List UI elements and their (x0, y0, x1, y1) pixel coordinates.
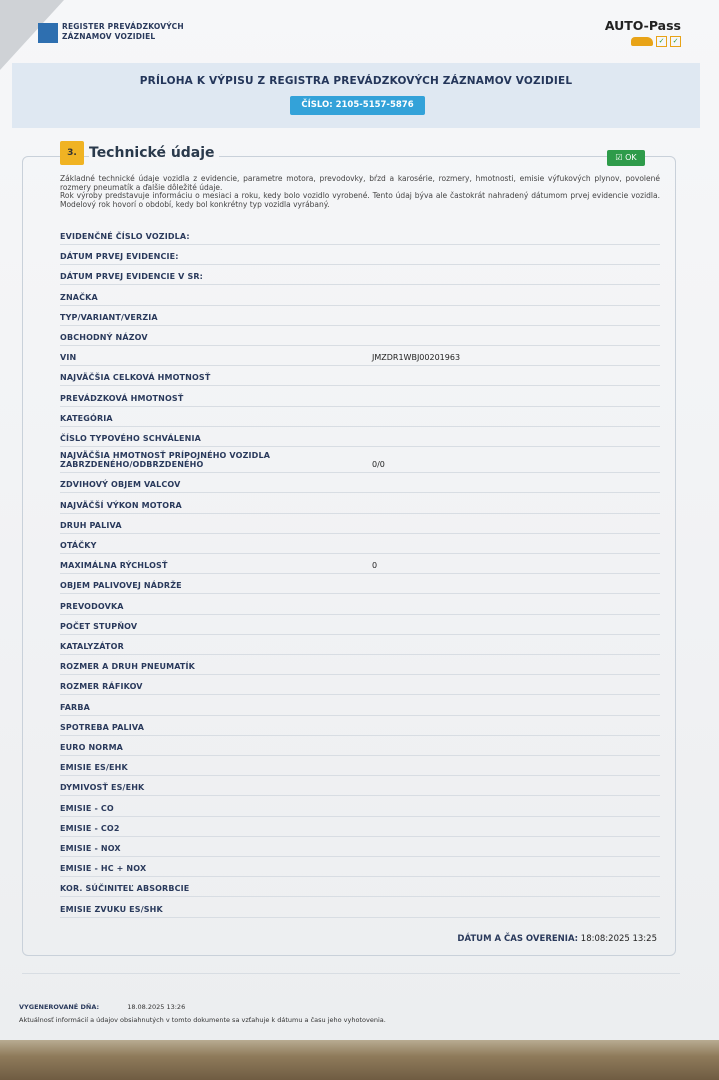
footer-divider (22, 973, 680, 974)
row-label: POČET STUPŇOV (60, 621, 138, 631)
row-label: MAXIMÁLNA RÝCHLOSŤ (60, 561, 168, 571)
row-label: PREVÁDZKOVÁ HMOTNOSŤ (60, 393, 184, 403)
table-row (60, 472, 660, 493)
table-row (60, 674, 660, 695)
table-row (60, 735, 660, 756)
row-label: EMISIE - CO2 (60, 823, 120, 833)
rpzv-logo (38, 22, 184, 43)
row-label: DÁTUM PRVEJ EVIDENCIE V SR: (60, 272, 204, 282)
row-value: 0/0 (372, 460, 385, 470)
table-row (60, 816, 660, 837)
row-label: OBCHODNÝ NÁZOV (60, 333, 148, 342)
row-label: ROZMER RÁFIKOV (60, 682, 143, 692)
autopass-logo (605, 18, 681, 47)
row-label: ZDVIHOVÝ OBJEM VALCOV (60, 480, 181, 490)
check-icon: ☑ (615, 153, 626, 162)
row-label: OBJEM PALIVOVEJ NÁDRŽE (60, 581, 182, 591)
row-label: SPOTREBA PALIVA (60, 722, 145, 732)
row-label: EMISIE - CO (60, 803, 114, 813)
document-number: ČÍSLO: 2105-5157-5876 (290, 96, 425, 115)
row-label: PREVODOVKA (60, 601, 124, 611)
row-label: EMISIE - NOX (60, 844, 121, 853)
checkbox-icon: ✓ (656, 36, 667, 47)
table-row (60, 446, 660, 473)
row-label: ČÍSLO TYPOVÉHO SCHVÁLENIA (60, 434, 201, 443)
row-label: TYP/VARIANT/VERZIA (60, 312, 158, 322)
table-row (60, 365, 660, 386)
row-label: EMISIE ZVUKU ES/SHK (60, 904, 163, 914)
car-icon (631, 37, 653, 46)
table-row (60, 594, 660, 615)
table-row (60, 325, 660, 346)
table-row (60, 573, 660, 594)
table-row (60, 634, 660, 655)
row-value: 0 (372, 561, 378, 571)
table-row (60, 836, 660, 857)
table-row (60, 775, 660, 796)
table-row (60, 285, 660, 306)
table-row (60, 513, 660, 534)
description-paragraph-1: Základné technické údaje vozidla z evidencie, parametre motora, prevodovky, bŕzd a karosérie, rozmery, hmotnosti, emisie výfukových plynov, povolené rozmery pneumatík a ďalšie dôležité údaje. (60, 174, 660, 192)
autopass-brand: AUTO-Pass (604, 18, 681, 33)
section-number: 3. (60, 141, 84, 165)
row-label: DRUH PALIVA (60, 520, 122, 530)
footer-note: Aktuálnosť informácií a údajov obsiahnutých v tomto dokumente sa vzťahuje k dátumu a času jeho vyhotovenia. (19, 1016, 386, 1024)
row-label: DÁTUM PRVEJ EVIDENCIE: (60, 252, 179, 262)
verification-datetime (457, 934, 657, 944)
table-row (60, 755, 660, 776)
table-row (60, 856, 660, 877)
row-value: JMZDR1WBJ00201963 (372, 353, 461, 363)
table-row (60, 715, 660, 736)
logo-line2: ZÁZNAMOV VOZIDIEL (62, 32, 156, 41)
banner-title: PRÍLOHA K VÝPISU Z REGISTRA PREVÁDZKOVÝCH ZÁZNAMOV VOZIDIEL (139, 75, 573, 87)
table-row (60, 224, 660, 245)
table-row (60, 553, 660, 574)
section-description (60, 175, 660, 209)
row-label: EVIDENČNÉ ČÍSLO VOZIDLA: (60, 232, 190, 241)
generated-value: 18.08.2025 13:26 (127, 1003, 186, 1011)
row-label: KOR. SÚČINITEĽ ABSORBCIE (60, 884, 190, 894)
section-title: Technické údaje (89, 145, 219, 161)
row-label: KATEGÓRIA (60, 413, 113, 423)
description-paragraph-2: Rok výroby predstavuje informáciu o mesiaci a roku, kedy bolo vozidlo vyrobené. Tento údaj býva ale častokrát nahradený dátumom prvej evidencie vozidla. Modelový rok hovorí o období, kedy bol konkrétny typ vozidla vyrábaný. (60, 191, 660, 209)
table-row (60, 897, 660, 918)
table-row (60, 614, 660, 635)
table-row (60, 654, 660, 675)
table-row (60, 305, 660, 326)
table-row (60, 264, 660, 285)
table-row (60, 426, 660, 447)
status-badge (607, 150, 645, 166)
row-label: ROZMER A DRUH PNEUMATÍK (60, 662, 196, 672)
rpzv-logo-icon (38, 23, 58, 43)
row-label: NAJVÄČŠÍ VÝKON MOTORA (60, 500, 182, 510)
row-label: NAJVÄČŠIA HMOTNOSŤ PRÍPOJNÉHO VOZIDLA ZABRZDENÉHO/ODBRZDENÉHO (60, 451, 271, 470)
logo-line1: REGISTER PREVÁDZKOVÝCH (62, 22, 184, 31)
table-row (60, 796, 660, 817)
row-label: EMISIE - HC + NOX (60, 864, 147, 874)
table-row (60, 533, 660, 554)
row-label: EURO NORMA (60, 743, 124, 752)
row-label: DYMIVOSŤ ES/EHK (60, 783, 145, 793)
table-row (60, 876, 660, 897)
table-row (60, 493, 660, 514)
row-label: KATALYZÁTOR (60, 642, 124, 651)
row-label: EMISIE ES/EHK (60, 763, 128, 773)
row-label: VIN (60, 353, 77, 363)
checkbox-icon-2: ✓ (670, 36, 681, 47)
status-text: OK (625, 153, 637, 162)
desk-surface (0, 1040, 719, 1080)
table-row (60, 406, 660, 427)
generated-label: VYGENEROVANÉ DŇA: (19, 1003, 100, 1011)
row-label: ZNAČKA (60, 292, 98, 302)
table-row (60, 244, 660, 265)
generated-date (19, 1003, 185, 1011)
table-row (60, 695, 660, 716)
verification-value: 18:08:2025 13:25 (580, 934, 657, 944)
row-label: OTÁČKY (60, 541, 97, 550)
row-label: FARBA (60, 702, 90, 712)
table-row (60, 345, 660, 366)
verification-label: DÁTUM A ČAS OVERENIA: (457, 934, 579, 944)
row-label: NAJVÄČŠIA CELKOVÁ HMOTNOSŤ (60, 373, 211, 383)
table-row (60, 386, 660, 407)
